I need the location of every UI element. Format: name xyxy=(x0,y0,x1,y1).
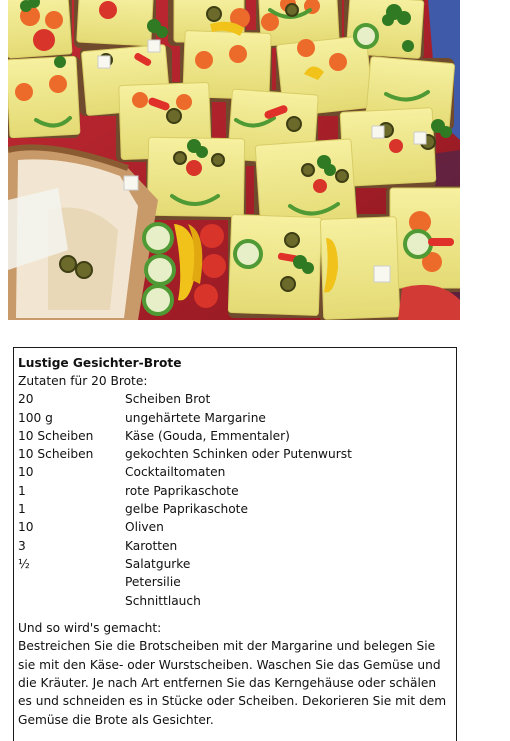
ingredient-amount: 10 Scheiben xyxy=(18,428,94,443)
ingredient-row xyxy=(18,427,452,445)
ingredient-item: Schnittlauch xyxy=(125,593,201,608)
ingredient-list xyxy=(18,390,452,610)
ingredient-amount xyxy=(18,592,125,610)
ingredient-row xyxy=(18,409,452,427)
ingredient-item: gekochten Schinken oder Putenwurst xyxy=(125,447,352,462)
ingredient-row xyxy=(18,500,452,518)
ingredient-item: gelbe Paprikaschote xyxy=(125,502,248,517)
ingredient-row xyxy=(18,463,452,481)
ingredient-item: ungehärtete Margarine xyxy=(125,410,266,425)
cheese-face-sandwiches-illustration xyxy=(8,0,460,320)
ingredient-item: Käse (Gouda, Emmentaler) xyxy=(125,428,290,443)
ingredient-item: Karotten xyxy=(125,538,178,553)
ingredient-amount: 10 xyxy=(18,465,34,480)
food-photo xyxy=(8,0,460,320)
method-heading: Und so wird's gemacht: xyxy=(18,620,162,635)
ingredient-row xyxy=(18,482,452,500)
ingredient-item: Salatgurke xyxy=(125,556,191,571)
ingredient-item: Scheiben Brot xyxy=(125,392,211,407)
ingredient-amount xyxy=(18,573,125,591)
ingredient-item: rote Paprikaschote xyxy=(125,483,239,498)
ingredient-amount: ½ xyxy=(18,556,30,571)
recipe-title: Lustige Gesichter-Brote xyxy=(18,356,182,370)
method-paragraph: Bestreichen Sie die Brotscheiben mit der Margarine und belegen Sie sie mit den Käse- oder Wurstscheiben. Waschen Sie das Gemüse und die Kräuter. Je nach Art entfernen Sie das Kerngehäuse oder schälen es und schneiden es in Stücke oder Scheiben. Dekorieren Sie mit dem Gemüse die Brote als Gesichter. xyxy=(18,639,447,727)
recipe-subtitle: Zutaten für 20 Brote: xyxy=(18,374,148,388)
ingredient-item: Oliven xyxy=(125,520,164,535)
ingredient-row xyxy=(18,445,452,463)
ingredient-item: Cocktailtomaten xyxy=(125,465,226,480)
ingredient-amount: 1 xyxy=(18,483,26,498)
recipe-box xyxy=(13,347,457,741)
ingredient-item: Petersilie xyxy=(125,575,181,590)
ingredient-amount: 20 xyxy=(18,392,34,407)
ingredient-row xyxy=(18,537,452,555)
ingredient-amount: 10 Scheiben xyxy=(18,447,94,462)
ingredient-row xyxy=(18,390,452,408)
ingredient-amount: 100 g xyxy=(18,410,53,425)
ingredient-row xyxy=(18,573,452,591)
ingredient-row xyxy=(18,555,452,573)
ingredient-amount: 1 xyxy=(18,502,26,517)
ingredient-amount: 3 xyxy=(18,538,26,553)
ingredient-amount: 10 xyxy=(18,520,34,535)
ingredient-row xyxy=(18,518,452,536)
ingredient-row xyxy=(18,592,452,610)
